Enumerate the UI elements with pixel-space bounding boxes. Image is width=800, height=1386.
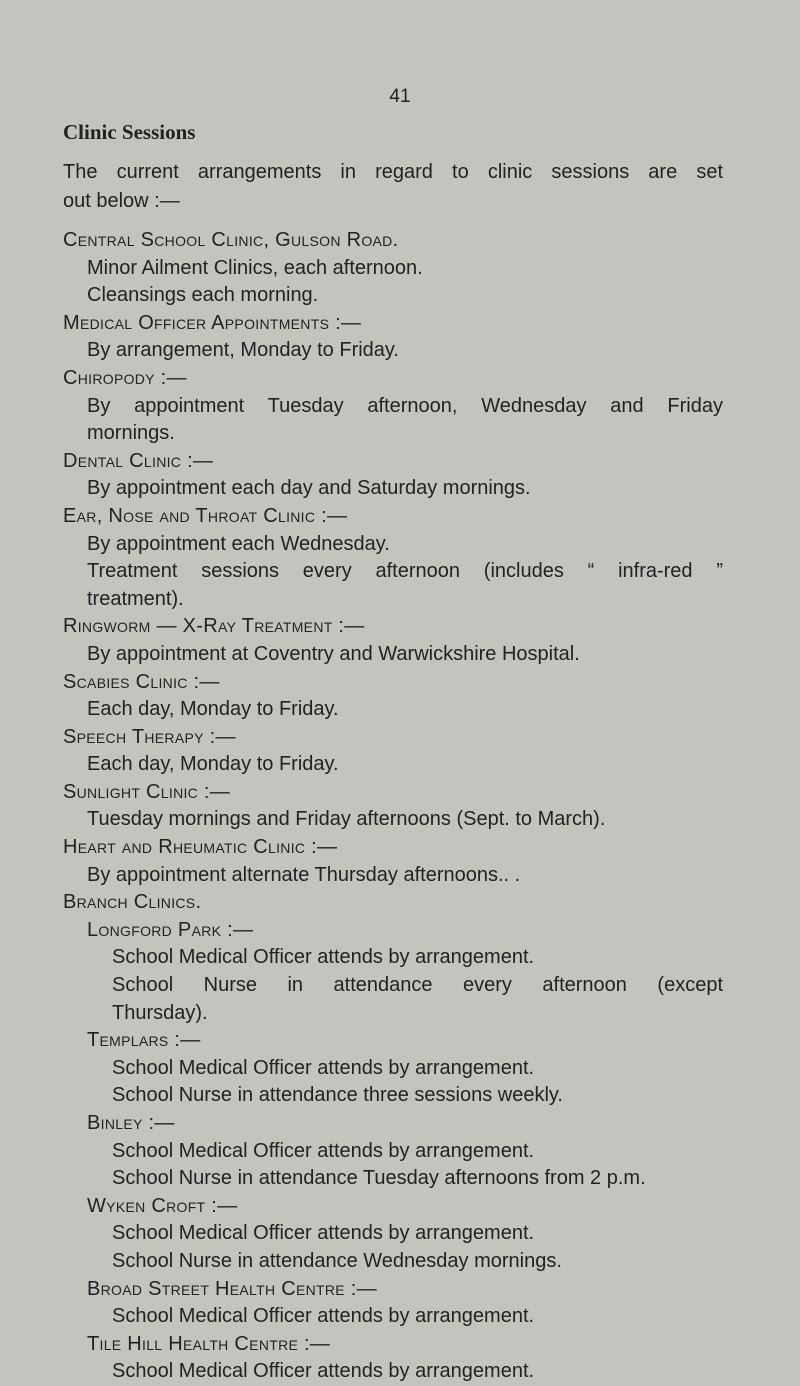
clinic-detail-line: Thursday). <box>112 1001 208 1024</box>
clinic-detail-line: School Medical Officer attends by arrangement. <box>112 1056 535 1079</box>
clinic-heading: Ringworm — X-Ray Treatment :— <box>63 615 365 638</box>
clinic-heading: Medical Officer Appointments :— <box>63 311 362 334</box>
clinic-detail-line: By appointment alternate Thursday afternoons.. . <box>87 863 521 886</box>
clinic-heading: Dental Clinic :— <box>63 449 214 472</box>
clinic-detail-line: School Nurse in attendance three sessions weekly. <box>112 1084 563 1107</box>
clinic-heading: Speech Therapy :— <box>63 725 236 748</box>
clinic-detail-line: School Medical Officer attends by arrangement. <box>112 1139 535 1162</box>
page-number: 41 <box>389 86 411 107</box>
clinic-heading: Branch Clinics. <box>63 891 202 914</box>
clinic-detail-line: Treatment sessions every afternoon (includes “ infra-red ” <box>87 560 723 583</box>
clinic-detail-line: School Medical Officer attends by arrangement. <box>112 946 535 969</box>
clinic-detail-line: By appointment each day and Saturday mornings. <box>87 477 531 500</box>
clinic-heading: Tile Hill Health Centre :— <box>87 1332 331 1355</box>
clinic-detail-line: Minor Ailment Clinics, each afternoon. <box>87 256 423 279</box>
clinic-heading: Sunlight Clinic :— <box>63 780 231 803</box>
clinic-detail-line: Tuesday mornings and Friday afternoons (Sept. to March). <box>87 808 606 831</box>
clinic-heading: Longford Park :— <box>87 918 254 941</box>
clinic-heading: Binley :— <box>87 1112 175 1134</box>
clinic-detail-line: School Medical Officer attends by arrangement. <box>112 1360 535 1383</box>
section-heading: Clinic Sessions <box>63 120 196 144</box>
clinic-detail-line: By appointment Tuesday afternoon, Wednesday and Friday <box>87 394 723 417</box>
clinic-detail-line: Each day, Monday to Friday. <box>87 753 339 776</box>
clinic-detail-line: By appointment each Wednesday. <box>87 532 390 555</box>
clinic-heading: Chiropody :— <box>63 366 187 389</box>
clinic-detail-line: Cleansings each morning. <box>87 284 319 307</box>
clinic-heading: Templars :— <box>87 1029 201 1052</box>
clinic-detail-line: School Medical Officer attends by arrangement. <box>112 1305 535 1328</box>
clinic-heading: Wyken Croft :— <box>87 1194 238 1217</box>
clinic-heading: Scabies Clinic :— <box>63 670 220 693</box>
clinic-detail-line: By arrangement, Monday to Friday. <box>87 339 399 362</box>
intro-line: out below :— <box>63 190 180 212</box>
clinic-detail-line: School Nurse in attendance Tuesday afternoons from 2 p.m. <box>112 1167 646 1190</box>
clinic-detail-line: mornings. <box>87 422 175 445</box>
clinic-list <box>63 227 723 1386</box>
clinic-detail-line: School Medical Officer attends by arrangement. <box>112 1222 535 1245</box>
clinic-heading: Central School Clinic, Gulson Road. <box>63 229 399 251</box>
intro-line: The current arrangements in regard to clinic sessions are set <box>63 161 723 183</box>
intro-paragraph <box>63 158 723 216</box>
clinic-detail-line: treatment). <box>87 587 184 610</box>
clinic-detail-line: School Nurse in attendance Wednesday mornings. <box>112 1249 562 1272</box>
clinic-heading: Heart and Rheumatic Clinic :— <box>63 836 338 859</box>
clinic-detail-line: School Nurse in attendance every afternoon (except <box>112 974 723 997</box>
clinic-detail-line: Each day, Monday to Friday. <box>87 698 339 721</box>
clinic-detail-line: By appointment at Coventry and Warwickshire Hospital. <box>87 642 580 665</box>
clinic-heading: Ear, Nose and Throat Clinic :— <box>63 504 348 527</box>
clinic-heading: Broad Street Health Centre :— <box>87 1277 377 1300</box>
